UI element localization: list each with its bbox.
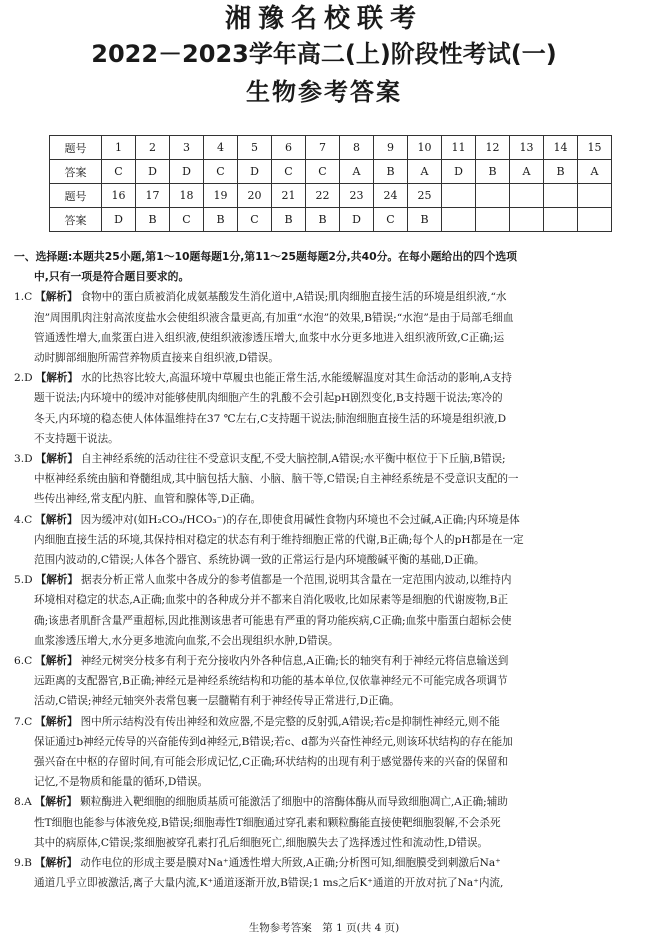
answer-letter-cell: C <box>238 208 272 232</box>
question-number-cell: 25 <box>408 184 442 208</box>
analysis-tag: 【解析】 <box>35 372 78 385</box>
analysis-tag: 【解析】 <box>34 796 78 809</box>
question-explanation <box>14 712 638 793</box>
explanation-line: 范围内波动的,C错误;人体各个器官、系统协调一致的正常运行是内环境酸碱平衡的基础,D正确。 <box>34 554 485 567</box>
answer-letter-cell: D <box>170 160 204 184</box>
explanation-text: 图中所示结构没有传出神经和效应器,不是完整的反射弧,A错误;若c是抑制性神经元,则不能 <box>80 715 500 728</box>
explanation-line: 记忆,不是物质和能量的循环,D错误。 <box>34 776 209 789</box>
question-explanation <box>14 651 638 712</box>
analysis-tag: 【解析】 <box>35 655 78 668</box>
question-number-cell: 21 <box>272 184 306 208</box>
answer-table <box>49 135 612 232</box>
answer-letter-cell: C <box>374 208 408 232</box>
question-number-cell: 4 <box>204 136 238 160</box>
question-answer-number: 6.C <box>14 655 33 668</box>
explanation-line: 泡”周围肌肉注射高浓度盐水会使组织液含量更高,有加重“水泡”的效果,B错误;“水泡”是由于局部毛细血 <box>34 311 514 324</box>
question-number-cell: 17 <box>136 184 170 208</box>
question-number-cell: 5 <box>238 136 272 160</box>
exam-subtitle: 2022－2023学年高二(上)阶段性考试(一) <box>91 40 557 68</box>
answer-letter-cell <box>510 208 544 232</box>
question-number-cell: 11 <box>442 136 476 160</box>
question-answer-number: 1.C <box>14 291 33 304</box>
explanation-text: 据表分析正常人血浆中各成分的参考值都是一个范围,说明其含量在一定范围内波动,以维持内 <box>80 574 512 587</box>
answer-letter-cell <box>578 208 612 232</box>
explanation-text: 食物中的蛋白质被消化成氨基酸发生消化道中,A错误;肌肉细胞直接生活的环境是组织液,“水 <box>80 291 507 304</box>
question-answer-number: 9.B <box>14 857 32 870</box>
explanation-line: 血浆渗透压增大,水分更多地流向血浆,不会出现组织水肿,D错误。 <box>34 634 339 647</box>
explanation-line: 其中的病原体,C错误;浆细胞被穿孔素打孔后细胞死亡,细胞膜失去了选择透过性和流动性,D错误。 <box>34 836 489 849</box>
analysis-tag: 【解析】 <box>35 715 78 728</box>
exam-title: 湘豫名校联考 <box>224 4 423 34</box>
question-number-cell: 12 <box>476 136 510 160</box>
question-number-cell: 14 <box>544 136 578 160</box>
analysis-tag: 【解析】 <box>35 574 78 587</box>
section-heading: 一、选择题:本题共25小题,第1～10题每题1分,第11～25题每题2分,共40分。在每小题给出的四个选项 中,只有一项是符合题目要求的。 <box>14 250 517 284</box>
question-number-cell: 10 <box>408 136 442 160</box>
answer-letter-cell: A <box>510 160 544 184</box>
explanation-line: 确;该患者肌酐含量严重超标,因此推测该患者可能患有严重的肾功能疾病,C正确;血浆中脂蛋白超标会使 <box>34 614 512 627</box>
answer-letter-cell: D <box>340 208 374 232</box>
question-number-cell: 7 <box>306 136 340 160</box>
question-explanation <box>14 792 638 853</box>
answer-letter-cell: D <box>136 160 170 184</box>
answer-letter-cell <box>442 208 476 232</box>
question-number-cell: 19 <box>204 184 238 208</box>
answer-letter-cell: C <box>170 208 204 232</box>
question-number-cell: 22 <box>306 184 340 208</box>
question-number-cell: 18 <box>170 184 204 208</box>
explanations <box>14 247 638 894</box>
explanation-text: 神经元树突分枝多有利于充分接收内外各种信息,A正确;长的轴突有利于神经元将信息输送到 <box>80 655 509 668</box>
question-explanation <box>14 287 638 368</box>
analysis-tag: 【解析】 <box>35 291 78 304</box>
explanation-line: 中枢神经系统由脑和脊髓组成,其中脑包括大脑、小脑、脑干等,C错误;自主神经系统是不受意识支配的一 <box>34 473 519 486</box>
question-number-row <box>50 184 612 208</box>
answer-letter-cell: A <box>578 160 612 184</box>
question-explanation <box>14 853 638 893</box>
explanation-line: 性T细胞也能参与体液免疫,B错误;细胞毒性T细胞通过穿孔素和颗粒酶能直接使靶细胞裂解,不会杀死 <box>34 816 501 829</box>
explanation-line: 通道几乎立即被激活,离子大量内流,K⁺通道逐渐开放,B错误;1 ms之后K⁺通道的开放对抗了Na⁺内流, <box>34 877 504 890</box>
explanation-text: 动作电位的形成主要是膜对Na⁺通透性增大所致,A正确;分析图可知,细胞膜受到刺激后Na⁺ <box>80 857 501 870</box>
explanation-line: 管通透性增大,血浆蛋白进入组织液,使组织液渗透压增大,血浆中水分更多地进入组织液所致,C正确;运 <box>34 331 505 344</box>
answer-letter-cell: B <box>306 208 340 232</box>
explanation-line: 活动,C错误;神经元轴突外表常包裹一层髓鞘有利于神经传导正常进行,D正确。 <box>34 695 400 708</box>
explanation-line: 冬天,内环境的稳态使人体体温维持在37 ℃左右,C支持题干说法;肺泡细胞直接生活的环境是组织液,D <box>34 412 507 425</box>
question-number-cell: 20 <box>238 184 272 208</box>
explanation-line: 题干说法;内环境中的缓冲对能够使肌肉细胞产生的乳酸不会引起pH剧烈变化,B支持题干说法;寒冷的 <box>34 392 503 405</box>
answer-letter-cell: B <box>544 160 578 184</box>
question-number-cell <box>510 184 544 208</box>
explanation-line: 内细胞直接生活的环境,其保持相对稳定的状态有利于维持细胞正常的代谢,B正确;每个人的pH都是在一定 <box>34 533 524 546</box>
answer-letter-cell: B <box>136 208 170 232</box>
question-answer-number: 5.D <box>14 574 33 587</box>
row-label-question: 题号 <box>50 184 102 208</box>
page-footer: 生物参考答案 第 1 页(共 4 页) <box>248 922 400 934</box>
question-number-cell: 3 <box>170 136 204 160</box>
question-explanation <box>14 368 638 449</box>
answer-key-title: 生物参考答案 <box>246 78 402 106</box>
explanation-line: 动时脚部细胞所需营养物质直接来自组织液,D错误。 <box>34 352 279 365</box>
question-number-cell <box>476 184 510 208</box>
question-number-cell: 2 <box>136 136 170 160</box>
answer-letter-cell: C <box>306 160 340 184</box>
answer-letter-cell: B <box>408 208 442 232</box>
question-number-cell <box>544 184 578 208</box>
answer-letter-cell <box>476 208 510 232</box>
answer-letter-cell <box>544 208 578 232</box>
answer-letter-cell: C <box>102 160 136 184</box>
answer-letter-cell: C <box>272 160 306 184</box>
explanation-text: 颗粒酶进入靶细胞的细胞质基质可能激活了细胞中的溶酶体酶从而导致细胞凋亡,A正确;辅助 <box>80 796 508 809</box>
analysis-tag: 【解析】 <box>35 453 78 466</box>
question-number-cell <box>578 184 612 208</box>
question-number-cell: 9 <box>374 136 408 160</box>
answer-letter-cell: D <box>102 208 136 232</box>
analysis-tag: 【解析】 <box>34 857 78 870</box>
row-label-answer: 答案 <box>50 160 102 184</box>
question-explanation <box>14 449 638 510</box>
explanation-text: 水的比热容比较大,高温环境中草履虫也能正常生活,水能缓解温度对其生命活动的影响,A支持 <box>80 372 512 385</box>
question-explanation <box>14 570 638 651</box>
question-number-cell <box>442 184 476 208</box>
row-label-question: 题号 <box>50 136 102 160</box>
answer-letter-cell: B <box>272 208 306 232</box>
answer-row <box>50 160 612 184</box>
question-number-row <box>50 136 612 160</box>
explanation-line: 远距离的支配器官,B正确;神经元是神经系统结构和功能的基本单位,仅依靠神经元不可能完成各项调节 <box>34 675 508 688</box>
question-answer-number: 3.D <box>14 453 33 466</box>
question-explanation <box>14 510 638 571</box>
question-number-cell: 1 <box>102 136 136 160</box>
answer-letter-cell: B <box>476 160 510 184</box>
answer-letter-cell: D <box>238 160 272 184</box>
answer-letter-cell: A <box>340 160 374 184</box>
question-answer-number: 4.C <box>14 513 33 526</box>
question-number-cell: 13 <box>510 136 544 160</box>
analysis-tag: 【解析】 <box>35 513 78 526</box>
question-number-cell: 8 <box>340 136 374 160</box>
answer-row <box>50 208 612 232</box>
question-number-cell: 16 <box>102 184 136 208</box>
answer-letter-cell: B <box>374 160 408 184</box>
question-number-cell: 23 <box>340 184 374 208</box>
question-answer-number: 7.C <box>14 715 33 728</box>
question-number-cell: 24 <box>374 184 408 208</box>
question-answer-number: 2.D <box>14 372 33 385</box>
explanation-line: 保证通过b神经元传导的兴奋能传到d神经元,B错误;若c、d都为兴奋性神经元,则该环状结构的存在能加 <box>34 735 513 748</box>
explanation-line: 强兴奋在中枢的存留时间,有可能会形成记忆,C正确;环状结构的出现有利于感觉器传来的兴奋的保留和 <box>34 756 508 769</box>
explanation-line: 些传出神经,常支配内脏、血管和腺体等,D正确。 <box>34 493 262 506</box>
answer-letter-cell: A <box>408 160 442 184</box>
document-header <box>0 2 648 112</box>
row-label-answer: 答案 <box>50 208 102 232</box>
answer-letter-cell: C <box>204 160 238 184</box>
question-number-cell: 6 <box>272 136 306 160</box>
explanation-line: 不支持题干说法。 <box>34 432 119 445</box>
question-number-cell: 15 <box>578 136 612 160</box>
answer-letter-cell: B <box>204 208 238 232</box>
explanation-text: 自主神经系统的活动往往不受意识支配,不受大脑控制,A错误;水平衡中枢位于下丘脑,B错误; <box>80 453 506 466</box>
answer-letter-cell: D <box>442 160 476 184</box>
question-answer-number: 8.A <box>14 796 32 809</box>
explanation-text: 因为缓冲对(如H₂CO₃/HCO₃⁻)的存在,即使食用碱性食物内环境也不会过碱,A正确;内环境是体 <box>80 513 520 526</box>
explanation-line: 环境相对稳定的状态,A正确;血浆中的各种成分并不都来自消化吸收,比如尿素等是细胞的代谢废物,B正 <box>34 594 509 607</box>
